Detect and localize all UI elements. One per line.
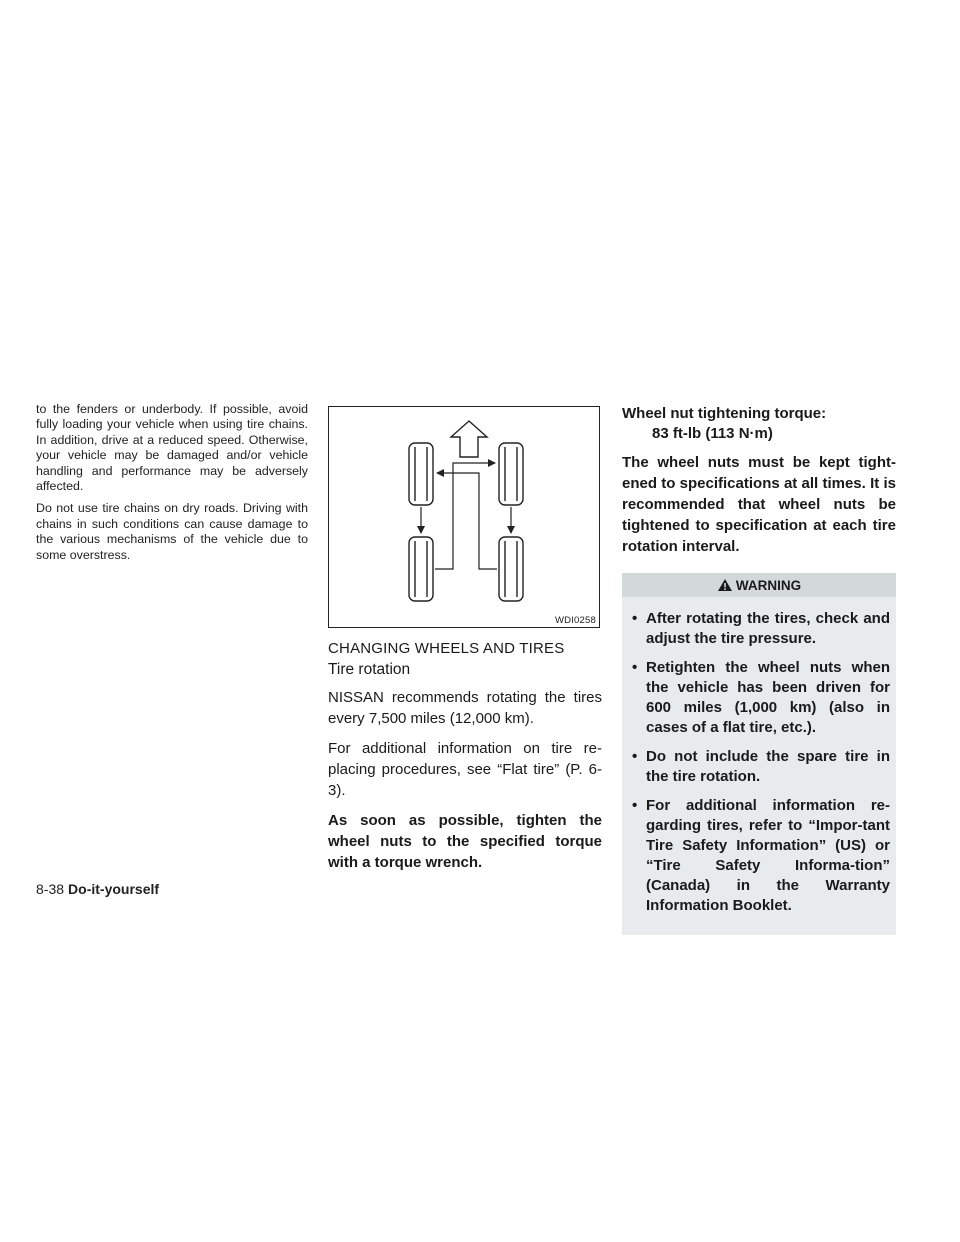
middle-column bbox=[328, 406, 602, 882]
tire-chains-paragraph: to the fenders or underbody. If possible, avoid fully loading your vehicle when using tire chains. In addition, drive at a reduced speed. Otherwise, your vehicle may be damaged and/or vehicle handling and performance may be adversely affected. bbox=[36, 402, 308, 494]
keep-tight-paragraph: The wheel nuts must be kept tight-ened to specifications at all times. It is recommended that wheel nuts be tightened to specification at each tire rotation interval. bbox=[622, 454, 896, 555]
torque-label: Wheel nut tightening torque: bbox=[622, 405, 827, 422]
warning-item: • Retighten the wheel nuts when the vehicle has been driven for 600 miles (1,000 km) (also in cases of a flat tire, etc.). bbox=[632, 659, 890, 736]
right-column bbox=[622, 404, 896, 935]
rear-right-tire-icon bbox=[499, 537, 523, 601]
warning-list bbox=[622, 609, 896, 916]
left-column bbox=[36, 402, 308, 570]
rear-right-to-front-left-arrow bbox=[437, 473, 497, 569]
forward-arrow-icon bbox=[451, 421, 487, 457]
footer-section: Do-it-yourself bbox=[68, 881, 160, 897]
tire-rotation-diagram bbox=[329, 407, 601, 629]
warning-triangle-icon bbox=[717, 578, 733, 592]
page-number: 8-38 bbox=[36, 881, 65, 897]
warning-box bbox=[622, 573, 896, 935]
rotation-interval-paragraph: NISSAN recommends rotating the tires every 7,500 miles (12,000 km). bbox=[328, 689, 602, 727]
warning-header bbox=[622, 573, 896, 597]
flat-tire-reference-paragraph: For additional information on tire re-placing procedures, see “Flat tire” (P. 6-3). bbox=[328, 740, 602, 799]
torque-value: 83 ft-lb (113 N·m) bbox=[652, 425, 773, 442]
sub-title: Tire rotation bbox=[328, 661, 411, 678]
tighten-nuts-paragraph: As soon as possible, tighten the wheel nuts to the specified torque with a torque wrench. bbox=[328, 812, 602, 871]
dry-roads-paragraph: Do not use tire chains on dry roads. Driving with chains in such conditions can cause damage to the various mechanisms of the vehicle due to some overstress. bbox=[36, 501, 308, 562]
front-right-tire-icon bbox=[499, 443, 523, 505]
front-left-tire-icon bbox=[409, 443, 433, 505]
rear-left-tire-icon bbox=[409, 537, 433, 601]
section-title: CHANGING WHEELS AND TIRES bbox=[328, 640, 565, 657]
warning-item: • After rotating the tires, check and adjust the tire pressure. bbox=[632, 610, 890, 647]
page-footer bbox=[36, 881, 159, 897]
warning-title: WARNING bbox=[735, 577, 802, 593]
rear-left-to-front-right-arrow bbox=[435, 463, 495, 569]
warning-item: • Do not include the spare tire in the tire rotation. bbox=[632, 748, 890, 785]
tire-rotation-figure bbox=[328, 406, 600, 628]
warning-item: • For additional information re-garding tires, refer to “Impor-tant Tire Safety Information” (US) or “Tire Safety Informa-tion” (Canada) in the Warranty Information Booklet. bbox=[632, 797, 890, 914]
figure-code: WDI0258 bbox=[554, 615, 596, 626]
